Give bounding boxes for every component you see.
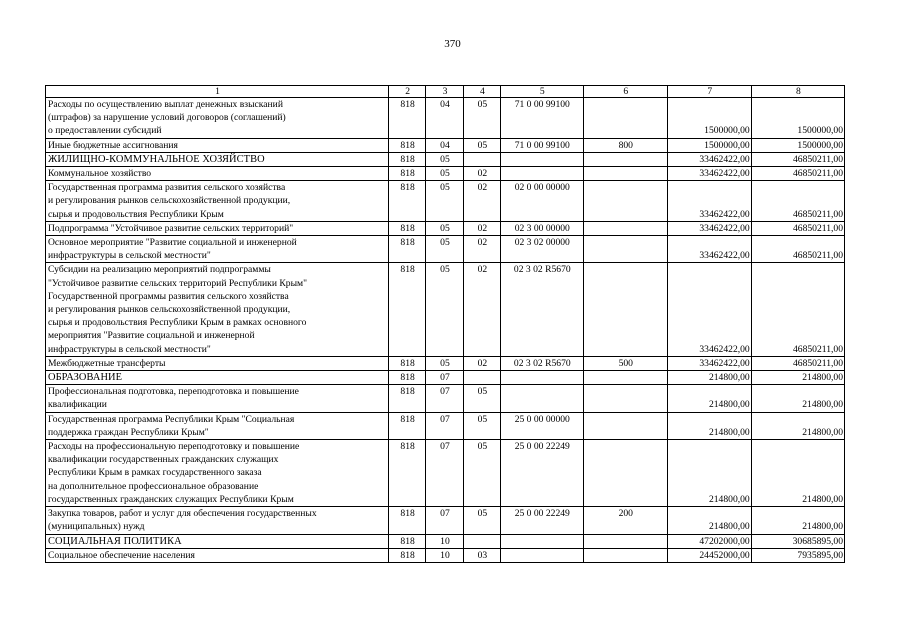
column-header: 4 — [463, 86, 500, 98]
row-name-line: сырья и продовольствия Республики Крым в рамках основного — [48, 317, 307, 329]
code-target: 71 0 00 99100 — [500, 138, 583, 152]
amount-year-2: 46850211,00 — [751, 221, 844, 235]
code-expense-type — [583, 98, 667, 139]
table-row — [46, 371, 845, 385]
row-name-line: квалификации государственных гражданских служащих — [48, 454, 279, 466]
code-admin: 818 — [389, 167, 426, 181]
code-section: 05 — [426, 167, 464, 181]
table-row — [46, 440, 845, 507]
amount-year-2: 214800,00 — [751, 412, 844, 439]
row-name-line: ЖИЛИЩНО-КОММУНАЛЬНОЕ ХОЗЯЙСТВО — [48, 153, 265, 165]
row-name-line: Межбюджетные трансферты — [48, 357, 166, 369]
code-subsection: 02 — [463, 263, 500, 356]
row-name-line: (штрафов) за нарушение условий договоров (соглашений) — [48, 112, 286, 124]
code-admin: 818 — [389, 371, 426, 385]
code-admin: 818 — [389, 507, 426, 534]
code-subsection: 05 — [463, 138, 500, 152]
row-name — [46, 152, 389, 166]
code-admin: 818 — [389, 385, 426, 412]
code-admin: 818 — [389, 98, 426, 139]
code-admin: 818 — [389, 263, 426, 356]
row-name — [46, 138, 389, 152]
table-row — [46, 548, 845, 562]
amount-year-2: 7935895,00 — [751, 548, 844, 562]
amount-year-2: 46850211,00 — [751, 236, 844, 263]
code-expense-type — [583, 181, 667, 222]
amount-year-1: 33462422,00 — [667, 167, 751, 181]
amount-year-2: 214800,00 — [751, 385, 844, 412]
column-header: 5 — [500, 86, 583, 98]
row-name — [46, 507, 389, 534]
row-name — [46, 221, 389, 235]
code-target — [500, 371, 583, 385]
code-subsection: 02 — [463, 356, 500, 370]
code-target — [500, 548, 583, 562]
row-name-line: Государственная программа развития сельского хозяйства — [48, 182, 286, 194]
table-row — [46, 534, 845, 548]
row-name-line: ОБРАЗОВАНИЕ — [48, 372, 123, 384]
table-row — [46, 412, 845, 439]
amount-year-1: 47202000,00 — [667, 534, 751, 548]
amount-year-2: 30685895,00 — [751, 534, 844, 548]
column-header: 6 — [583, 86, 667, 98]
code-target: 25 0 00 22249 — [500, 507, 583, 534]
row-name-line: Расходы на профессиональную переподготовку и повышение — [48, 441, 300, 453]
row-name — [46, 98, 389, 139]
amount-year-1: 33462422,00 — [667, 221, 751, 235]
amount-year-1: 24452000,00 — [667, 548, 751, 562]
code-admin: 818 — [389, 152, 426, 166]
row-name-line: Основное мероприятие "Развитие социальной и инженерной — [48, 237, 297, 249]
code-admin: 818 — [389, 356, 426, 370]
code-section: 05 — [426, 152, 464, 166]
row-name-line: и регулирования рынков сельскохозяйственной продукции, — [48, 304, 291, 316]
amount-year-1: 1500000,00 — [667, 138, 751, 152]
table-row — [46, 181, 845, 222]
code-target: 02 3 02 00000 — [500, 236, 583, 263]
amount-year-1: 33462422,00 — [667, 152, 751, 166]
code-section: 10 — [426, 534, 464, 548]
amount-year-2: 46850211,00 — [751, 263, 844, 356]
code-section: 07 — [426, 385, 464, 412]
row-name-line: и регулирования рынков сельскохозяйственной продукции, — [48, 195, 291, 207]
code-target: 02 3 02 R5670 — [500, 356, 583, 370]
amount-year-1: 33462422,00 — [667, 263, 751, 356]
code-expense-type — [583, 534, 667, 548]
code-expense-type — [583, 152, 667, 166]
row-name-line: Субсидии на реализацию мероприятий подпрограммы — [48, 264, 271, 276]
code-target: 25 0 00 00000 — [500, 412, 583, 439]
code-expense-type — [583, 548, 667, 562]
amount-year-1: 214800,00 — [667, 385, 751, 412]
code-section: 07 — [426, 412, 464, 439]
table-row — [46, 236, 845, 263]
amount-year-2: 214800,00 — [751, 440, 844, 507]
row-name-line: Закупка товаров, работ и услуг для обеспечения государственных — [48, 508, 317, 520]
code-admin: 818 — [389, 138, 426, 152]
code-subsection — [463, 152, 500, 166]
code-subsection: 03 — [463, 548, 500, 562]
code-target — [500, 167, 583, 181]
row-name — [46, 167, 389, 181]
code-target — [500, 385, 583, 412]
code-expense-type: 500 — [583, 356, 667, 370]
row-name — [46, 181, 389, 222]
row-name-line: о предоставлении субсидий — [48, 125, 162, 137]
code-admin: 818 — [389, 548, 426, 562]
column-header: 3 — [426, 86, 464, 98]
code-expense-type — [583, 167, 667, 181]
code-section: 10 — [426, 548, 464, 562]
amount-year-2: 1500000,00 — [751, 98, 844, 139]
row-name — [46, 236, 389, 263]
amount-year-1: 33462422,00 — [667, 356, 751, 370]
row-name-line: Республики Крым в рамках государственного заказа — [48, 467, 262, 479]
amount-year-2: 46850211,00 — [751, 152, 844, 166]
row-name — [46, 263, 389, 356]
row-name-line: квалификации — [48, 399, 107, 411]
code-section: 05 — [426, 181, 464, 222]
amount-year-2: 46850211,00 — [751, 167, 844, 181]
row-name-line: (муниципальных) нужд — [48, 521, 145, 533]
row-name-line: Государственная программа Республики Крым "Социальная — [48, 413, 295, 425]
amount-year-1: 1500000,00 — [667, 98, 751, 139]
code-section: 05 — [426, 356, 464, 370]
code-subsection: 05 — [463, 412, 500, 439]
budget-table — [45, 85, 845, 563]
table-row — [46, 221, 845, 235]
row-name — [46, 356, 389, 370]
code-expense-type: 800 — [583, 138, 667, 152]
header-row — [46, 86, 845, 98]
column-header: 7 — [667, 86, 751, 98]
code-target: 02 0 00 00000 — [500, 181, 583, 222]
table-row — [46, 356, 845, 370]
row-name — [46, 412, 389, 439]
code-admin: 818 — [389, 534, 426, 548]
code-target: 02 3 02 R5670 — [500, 263, 583, 356]
code-subsection — [463, 534, 500, 548]
code-section: 07 — [426, 371, 464, 385]
code-target — [500, 534, 583, 548]
table-row — [46, 138, 845, 152]
row-name — [46, 534, 389, 548]
row-name-line: поддержка граждан Республики Крым" — [48, 426, 209, 438]
amount-year-1: 214800,00 — [667, 412, 751, 439]
code-subsection: 05 — [463, 507, 500, 534]
code-section: 07 — [426, 507, 464, 534]
amount-year-1: 214800,00 — [667, 371, 751, 385]
row-name-line: инфраструктуры в сельской местности" — [48, 343, 211, 355]
code-admin: 818 — [389, 440, 426, 507]
row-name-line: Расходы по осуществлению выплат денежных взысканий — [48, 99, 283, 110]
table-row — [46, 152, 845, 166]
row-name-line: "Устойчивое развитие сельских территорий Республики Крым" — [48, 277, 308, 289]
code-section: 05 — [426, 263, 464, 356]
row-name-line: Профессиональная подготовка, переподготовка и повышение — [48, 386, 299, 398]
row-name-line: СОЦИАЛЬНАЯ ПОЛИТИКА — [48, 535, 182, 547]
amount-year-1: 214800,00 — [667, 440, 751, 507]
column-header: 8 — [751, 86, 844, 98]
code-expense-type — [583, 385, 667, 412]
amount-year-1: 214800,00 — [667, 507, 751, 534]
column-header: 2 — [389, 86, 426, 98]
page-number: 370 — [444, 38, 461, 50]
code-expense-type — [583, 236, 667, 263]
row-name-line: Иные бюджетные ассигнования — [48, 139, 178, 151]
code-subsection: 05 — [463, 385, 500, 412]
table-body — [46, 98, 845, 563]
code-subsection: 02 — [463, 167, 500, 181]
code-subsection: 02 — [463, 181, 500, 222]
table-row — [46, 507, 845, 534]
row-name-line: Подпрограмма "Устойчивое развитие сельских территорий" — [48, 222, 294, 234]
row-name — [46, 385, 389, 412]
table-row — [46, 167, 845, 181]
row-name-line: сырья и продовольствия Республики Крым — [48, 208, 224, 220]
table-row — [46, 263, 845, 356]
row-name — [46, 548, 389, 562]
code-section: 05 — [426, 221, 464, 235]
code-expense-type — [583, 412, 667, 439]
code-target: 02 3 00 00000 — [500, 221, 583, 235]
code-section: 07 — [426, 440, 464, 507]
code-expense-type: 200 — [583, 507, 667, 534]
table-row — [46, 385, 845, 412]
code-target: 71 0 00 99100 — [500, 98, 583, 139]
row-name-line: на дополнительное профессиональное образование — [48, 480, 259, 492]
code-section: 04 — [426, 138, 464, 152]
code-expense-type — [583, 440, 667, 507]
row-name-line: мероприятия "Развитие социальной и инженерной — [48, 330, 255, 342]
code-section: 04 — [426, 98, 464, 139]
row-name — [46, 371, 389, 385]
code-expense-type — [583, 221, 667, 235]
code-admin: 818 — [389, 181, 426, 222]
code-subsection: 02 — [463, 236, 500, 263]
code-target: 25 0 00 22249 — [500, 440, 583, 507]
code-section: 05 — [426, 236, 464, 263]
code-target — [500, 152, 583, 166]
amount-year-1: 33462422,00 — [667, 181, 751, 222]
table-row — [46, 98, 845, 139]
amount-year-2: 46850211,00 — [751, 356, 844, 370]
row-name-line: Государственной программы развития сельского хозяйства — [48, 290, 289, 302]
amount-year-2: 214800,00 — [751, 507, 844, 534]
code-subsection: 05 — [463, 440, 500, 507]
code-subsection: 02 — [463, 221, 500, 235]
row-name-line: Социальное обеспечение населения — [48, 549, 195, 561]
row-name-line: государственных гражданских служащих Республики Крым — [48, 493, 294, 505]
code-subsection: 05 — [463, 98, 500, 139]
code-expense-type — [583, 371, 667, 385]
amount-year-1: 33462422,00 — [667, 236, 751, 263]
row-name — [46, 440, 389, 507]
code-admin: 818 — [389, 236, 426, 263]
amount-year-2: 46850211,00 — [751, 181, 844, 222]
column-header: 1 — [46, 86, 389, 98]
code-admin: 818 — [389, 412, 426, 439]
code-admin: 818 — [389, 221, 426, 235]
code-subsection — [463, 371, 500, 385]
amount-year-2: 214800,00 — [751, 371, 844, 385]
amount-year-2: 1500000,00 — [751, 138, 844, 152]
row-name-line: инфраструктуры в сельской местности" — [48, 250, 211, 262]
row-name-line: Коммунальное хозяйство — [48, 168, 152, 180]
code-expense-type — [583, 263, 667, 356]
